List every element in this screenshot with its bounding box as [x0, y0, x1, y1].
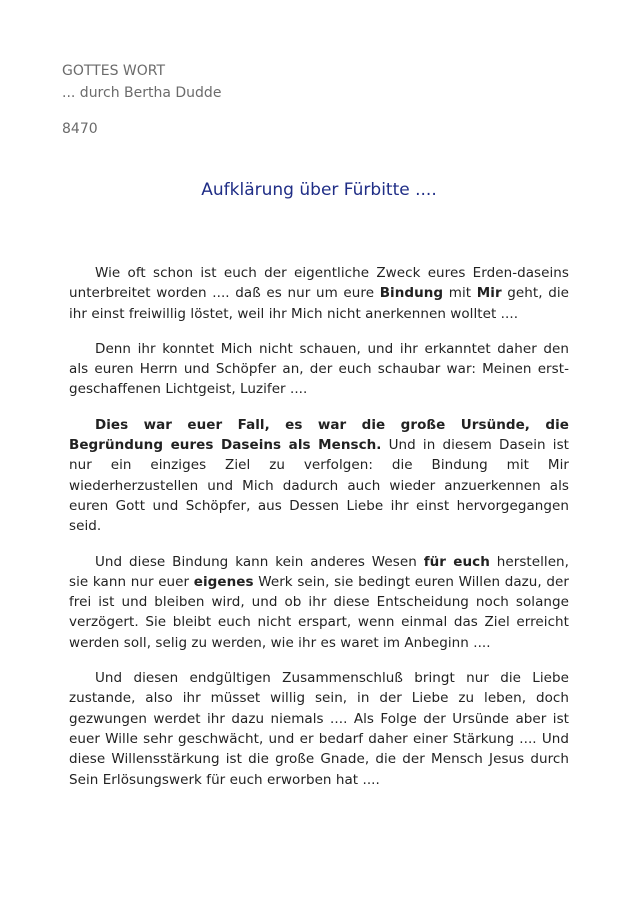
paragraph-3-bold-lead: Dies war euer Fall, es war die große Ursünde, die Begründung eures Daseins als Mensch.: [69, 416, 569, 454]
paragraph-1-bold-mir: Mir: [476, 285, 502, 302]
paragraph-1-text-b: mit: [443, 285, 477, 302]
paragraph-5-text: Und diesen endgültigen Zusammenschluß bringt nur die Liebe zustande, also ihr müsset willig sein, in der Liebe zu leben, doch gezwungen werdet ihr dazu niemals .... Als Folge der Ursünde aber ist euer Wille sehr geschwächt, und er bedarf daher einer Stärkung .... Und diese Willensstärkung ist die große Gnade, die der Mensch Jesus durch Sein Erlösungswerk für euch erworben hat ....: [69, 670, 569, 788]
paragraph-5: [69, 668, 569, 790]
paragraph-4-text-c: Werk sein, sie bedingt euren Willen dazu, der frei ist und bleiben wird, und ob ihr diese Entscheidung noch solange verzögert. Sie bleibt euch nicht erspart, wenn einmal das Ziel erreicht werden soll, selig zu werden, wie ihr es waret im Anbeginn ....: [69, 573, 569, 651]
paragraph-4-text-a: Und diese Bindung kann kein anderes Wesen: [95, 553, 424, 570]
message-number: 8470: [62, 121, 98, 137]
paragraph-1-text-c: geht, die ihr einst freiwillig löstet, weil ihr Mich nicht anerkennen wolltet ....: [69, 285, 569, 322]
paragraph-4-text-b: herstellen, sie kann nur euer: [69, 553, 570, 590]
document-body: [69, 263, 569, 805]
document-title: Aufklärung über Fürbitte ....: [201, 180, 437, 200]
paragraph-2: [69, 339, 569, 400]
paragraph-4-bold-eigenes: eigenes: [193, 573, 254, 590]
paragraph-3: [69, 415, 569, 537]
paragraph-2-text: Denn ihr konntet Mich nicht schauen, und ihr erkanntet daher den als euren Herrn und Schöpfer an, der euch schaubar war: Meinen erst-geschaffenen Lichtgeist, Luzifer ....: [69, 340, 569, 398]
paragraph-4: [69, 552, 569, 653]
author-line: ... durch Bertha Dudde: [62, 85, 222, 101]
paragraph-1-text-a: Wie oft schon ist euch der eigentliche Zweck eures Erden-daseins unterbreitet worden .... daß es nur um eure: [69, 265, 569, 302]
collection-label: GOTTES WORT: [62, 63, 166, 79]
paragraph-4-bold-fuer-euch: für euch: [423, 553, 490, 570]
paragraph-1-bold-bindung: Bindung: [379, 285, 444, 302]
paragraph-3-text: Und in diesem Dasein ist nur ein einziges Ziel zu verfolgen: die Bindung mit Mir wiederherzustellen und Mich dadurch auch wieder anzuerkennen als euren Gott und Schöpfer, aus Dessen Liebe ihr einst hervorgegangen seid.: [69, 437, 569, 535]
paragraph-1: [69, 263, 569, 324]
